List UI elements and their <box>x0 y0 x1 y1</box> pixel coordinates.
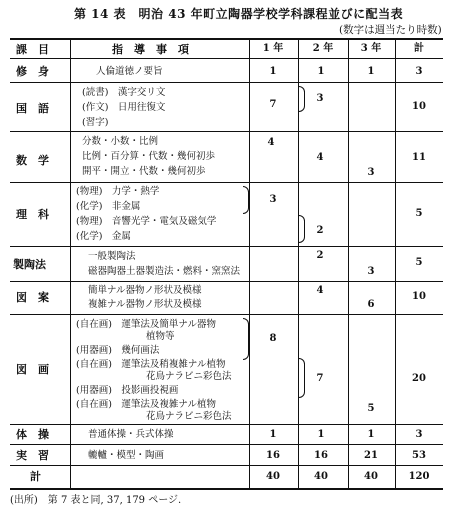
year2-cell: 1 <box>317 429 325 440</box>
content-line: 花鳥ナラビニ彩色法 <box>146 411 232 422</box>
total-cell: 120 <box>408 471 430 482</box>
row-divider <box>10 182 443 183</box>
header-year2: 2 年 <box>312 43 334 54</box>
year2-cell: 2 <box>316 250 324 261</box>
subject-cell: 図 画 <box>16 363 49 376</box>
year2-cell: 4 <box>316 152 324 163</box>
row-divider <box>10 424 443 425</box>
year3-cell: 21 <box>364 450 378 461</box>
column-divider <box>348 39 349 489</box>
row-divider <box>10 82 443 83</box>
content-line: (化学) 非金属 <box>76 201 141 212</box>
year3-cell: 40 <box>364 471 378 482</box>
total-cell: 5 <box>415 208 423 219</box>
subject-cell: 修 身 <box>16 65 49 78</box>
year2-cell: 7 <box>316 373 324 384</box>
content-line: (用器画) 投影画投視画 <box>76 385 179 396</box>
year1-cell: 1 <box>269 429 277 440</box>
year1-cell: 16 <box>266 450 280 461</box>
header-subject: 課 目 <box>16 43 49 56</box>
year1-cell: 1 <box>269 66 277 77</box>
content-line: 一般製陶法 <box>88 251 136 262</box>
total-cell: 20 <box>412 373 426 384</box>
year2-cell: 1 <box>317 66 325 77</box>
column-divider <box>249 39 250 489</box>
year3-cell: 1 <box>367 66 375 77</box>
year2-cell: 40 <box>314 471 328 482</box>
content-line: 磁器陶器土器製造法・燃料・窯窯法 <box>88 266 241 277</box>
subject-cell: 図 案 <box>16 291 49 304</box>
unit-note: (数字は週当たり時数) <box>339 24 442 36</box>
bottom-rule <box>10 488 443 490</box>
content-line: (化学) 金属 <box>76 231 131 242</box>
content-line: (自在画) 運筆法及稍複雑ナル植物 <box>76 359 226 370</box>
year3-cell: 5 <box>367 403 375 414</box>
row-divider <box>10 314 443 315</box>
top-rule <box>10 38 443 40</box>
total-cell: 10 <box>412 291 426 302</box>
header-total: 計 <box>414 43 424 54</box>
header-year3: 3 年 <box>360 43 382 54</box>
total-cell: 11 <box>412 152 426 163</box>
content-line: (自在画) 運筆法及簡単ナル器物 <box>76 319 216 330</box>
year2-cell: 3 <box>316 93 324 104</box>
total-cell: 53 <box>412 450 426 461</box>
subject-cell: 数 学 <box>16 154 49 167</box>
content-line: (物理) 力学・熱学 <box>76 186 160 197</box>
subject-cell: 国 語 <box>16 102 49 115</box>
year3-cell: 3 <box>367 266 375 277</box>
content-line: 植物等 <box>146 331 175 342</box>
column-divider <box>70 39 71 489</box>
content-line: 花鳥ナラビニ彩色法 <box>146 371 232 382</box>
row-divider <box>10 465 443 466</box>
total-cell: 3 <box>415 66 423 77</box>
content-line: 開平・開立・代数・幾何初歩 <box>82 166 206 177</box>
content-line: (作文) 日用往復文 <box>82 102 166 113</box>
source-note: (出所) 第 7 表と同, 37, 179 ページ. <box>10 495 182 506</box>
subject-cell: 理 科 <box>16 208 49 221</box>
subject-cell: 計 <box>30 470 41 483</box>
content-line: 簡単ナル器物ノ形状及模様 <box>88 285 202 296</box>
subject-cell: 製陶法 <box>13 258 46 271</box>
content-line: (用器画) 幾何画法 <box>76 345 160 356</box>
year3-cell: 1 <box>367 429 375 440</box>
content-line: 比例・百分算・代数・幾何初歩 <box>82 151 216 162</box>
table-title: 第 14 表 明治 43 年町立陶器学校学科課程並びに配当表 <box>74 7 404 21</box>
content-line: 複雑ナル器物ノ形状及模様 <box>88 299 202 310</box>
year2-cell: 2 <box>316 225 324 236</box>
content-line: (読書) 漢字交リ文 <box>82 87 166 98</box>
year2-cell: 16 <box>314 450 328 461</box>
content-line: 轆轤・模型・陶画 <box>88 450 165 461</box>
year1-cell: 40 <box>266 471 280 482</box>
row-divider <box>10 281 443 282</box>
subject-cell: 体 操 <box>16 428 49 441</box>
content-line: 分数・小数・比例 <box>82 136 159 147</box>
row-divider <box>10 444 443 445</box>
total-cell: 3 <box>415 429 423 440</box>
row-divider <box>10 246 443 247</box>
year1-cell: 4 <box>267 137 275 148</box>
content-line: (習字) <box>82 117 109 128</box>
total-cell: 5 <box>415 257 423 268</box>
brace-mark <box>243 186 249 214</box>
brace-mark <box>243 318 249 360</box>
column-divider <box>395 39 396 489</box>
header-rule <box>10 58 443 59</box>
total-cell: 10 <box>412 101 426 112</box>
subject-cell: 実 習 <box>16 449 49 462</box>
year3-cell: 6 <box>367 299 375 310</box>
year1-cell: 7 <box>269 99 277 110</box>
content-line: 人倫道徳ノ要旨 <box>96 66 163 77</box>
year3-cell: 3 <box>367 167 375 178</box>
year2-cell: 4 <box>316 285 324 296</box>
content-line: 普通体操・兵式体操 <box>88 429 174 440</box>
row-divider <box>10 131 443 132</box>
header-year1: 1 年 <box>262 43 284 54</box>
year1-cell: 3 <box>269 194 277 205</box>
content-line: (自在画) 運筆法及複雑ナル植物 <box>76 399 216 410</box>
header-content: 指 導 事 項 <box>112 43 189 56</box>
content-line: (物理) 音響光学・電気及磁気学 <box>76 216 217 227</box>
year1-cell: 8 <box>269 333 277 344</box>
